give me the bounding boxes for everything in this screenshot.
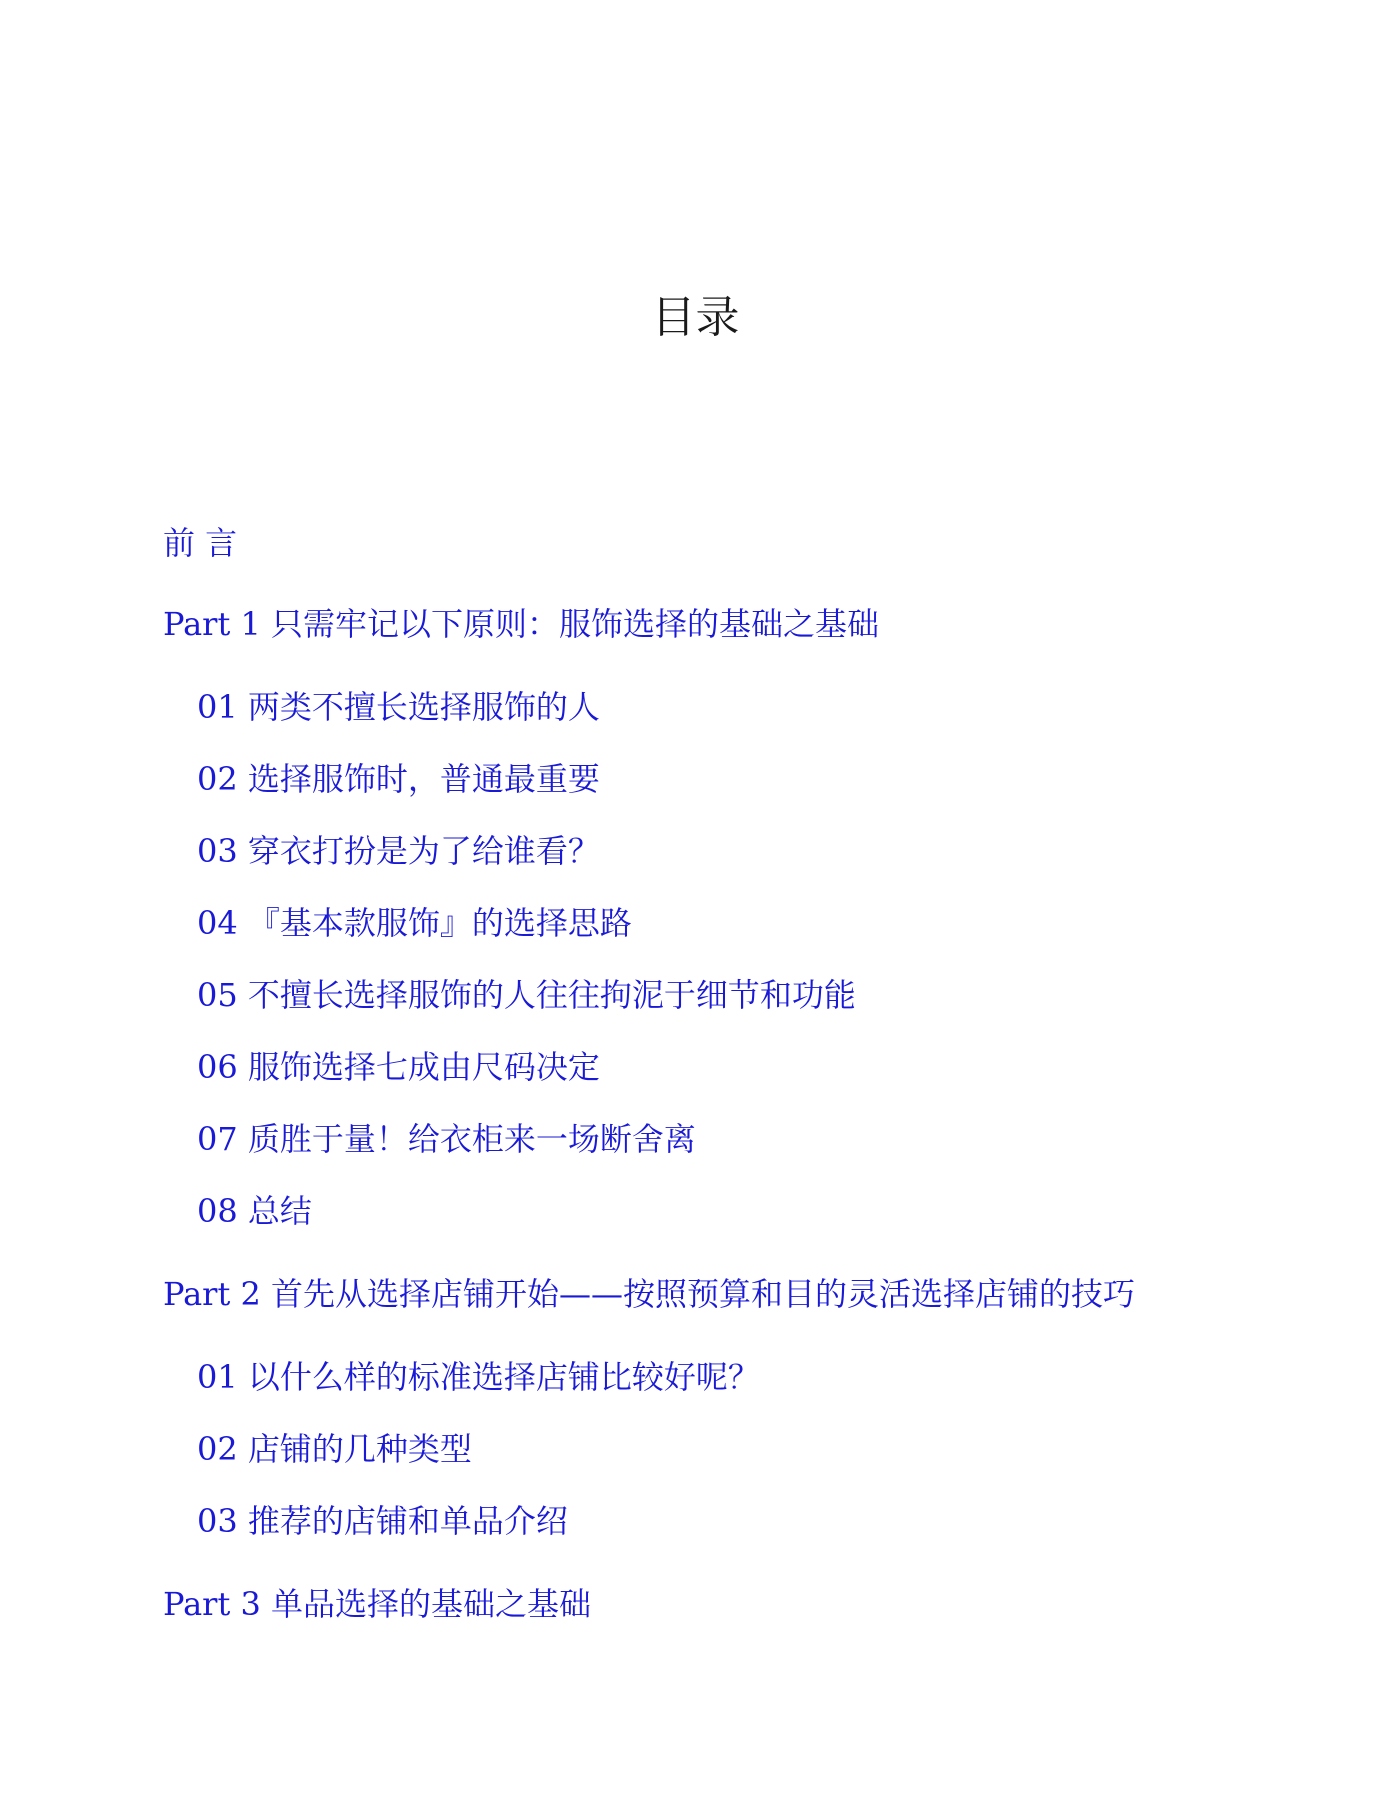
toc-item-part-1-01[interactable]: 01 两类不擅长选择服饰的人 [197, 688, 600, 726]
toc-item-part-2[interactable]: Part 2 首先从选择店铺开始——按照预算和目的灵活选择店铺的技巧 [163, 1275, 1136, 1313]
page-title: 目录 [651, 292, 740, 343]
toc-item-part-2-01[interactable]: 01 以什么样的标准选择店铺比较好呢？ [197, 1358, 760, 1396]
toc-item-part-2-03[interactable]: 03 推荐的店铺和单品介绍 [197, 1502, 568, 1540]
toc-item-part-1-08[interactable]: 08 总结 [197, 1192, 312, 1230]
toc-item-preface[interactable]: 前 言 [163, 524, 238, 562]
toc-item-part-1-02[interactable]: 02 选择服饰时，普通最重要 [197, 760, 600, 798]
toc-item-part-2-02[interactable]: 02 店铺的几种类型 [197, 1430, 472, 1468]
toc-item-part-1-07[interactable]: 07 质胜于量！给衣柜来一场断舍离 [197, 1120, 696, 1158]
toc-item-part-3[interactable]: Part 3 单品选择的基础之基础 [163, 1585, 592, 1623]
toc-item-part-1[interactable]: Part 1 只需牢记以下原则：服饰选择的基础之基础 [163, 605, 880, 643]
toc-item-part-1-06[interactable]: 06 服饰选择七成由尺码决定 [197, 1048, 600, 1086]
toc-item-part-1-03[interactable]: 03 穿衣打扮是为了给谁看？ [197, 832, 600, 870]
toc-item-part-1-05[interactable]: 05 不擅长选择服饰的人往往拘泥于细节和功能 [197, 976, 856, 1014]
toc-item-part-1-04[interactable]: 04 『基本款服饰』的选择思路 [197, 904, 632, 942]
